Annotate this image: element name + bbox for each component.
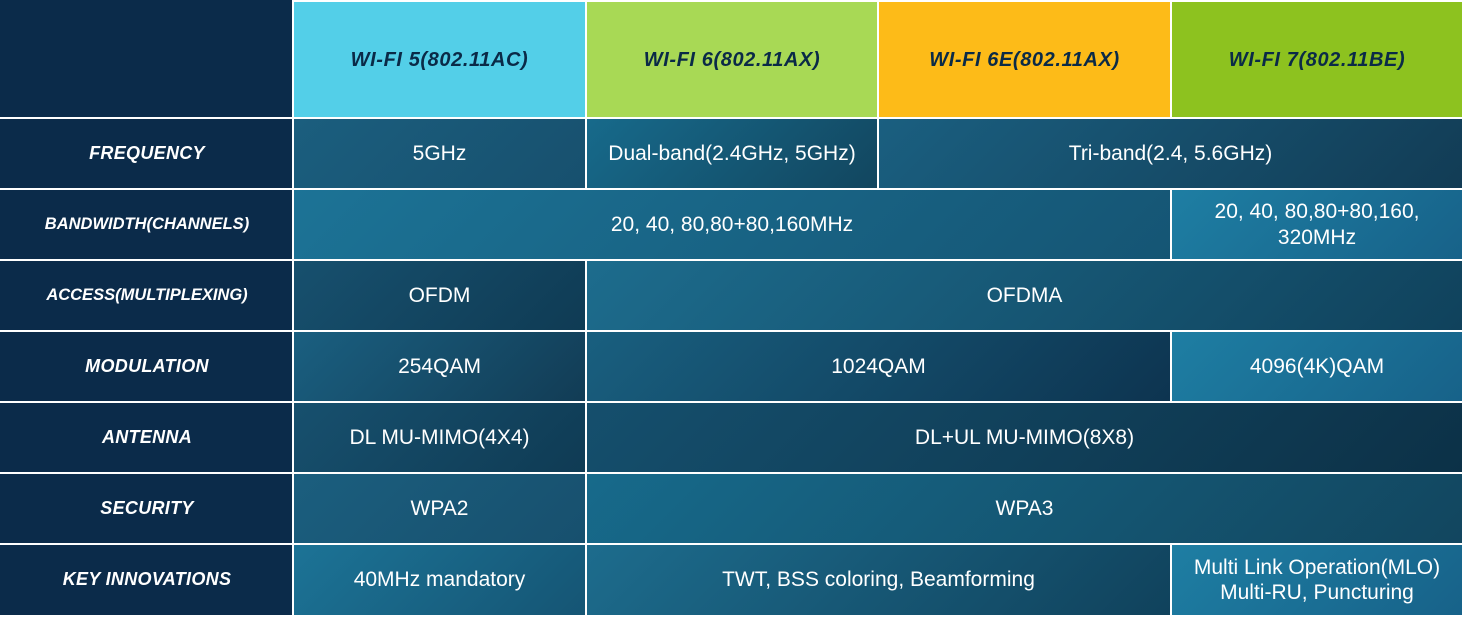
cell-antenna-wifi6-6e-7: DL+UL MU-MIMO(8X8) [586, 402, 1463, 473]
table-row-frequency [1, 118, 1463, 189]
table-row-antenna [1, 402, 1463, 473]
cell-innovations-wifi6-6e: TWT, BSS coloring, Beamforming [586, 544, 1171, 616]
row-label-access: ACCESS(MULTIPLEXING) [1, 260, 293, 331]
cell-bandwidth-wifi7: 20, 40, 80,80+80,160, 320MHz [1171, 189, 1463, 260]
cell-modulation-wifi7: 4096(4K)QAM [1171, 331, 1463, 402]
cell-antenna-wifi5: DL MU-MIMO(4X4) [293, 402, 586, 473]
table-corner-cell [1, 1, 293, 118]
cell-security-wifi5: WPA2 [293, 473, 586, 544]
cell-innovations-wifi7: Multi Link Operation(MLO) Multi-RU, Puncturing [1171, 544, 1463, 616]
cell-modulation-wifi5: 254QAM [293, 331, 586, 402]
table-row-modulation [1, 331, 1463, 402]
row-label-key-innovations: KEY INNOVATIONS [1, 544, 293, 616]
cell-frequency-wifi5: 5GHz [293, 118, 586, 189]
cell-security-wifi6-6e-7: WPA3 [586, 473, 1463, 544]
column-header-wifi7: WI-FI 7(802.11BE) [1171, 1, 1463, 118]
cell-modulation-wifi6-6e: 1024QAM [586, 331, 1171, 402]
cell-innovations-wifi5: 40MHz mandatory [293, 544, 586, 616]
cell-access-wifi5: OFDM [293, 260, 586, 331]
column-header-wifi6e: WI-FI 6E(802.11AX) [878, 1, 1171, 118]
cell-frequency-wifi6: Dual-band(2.4GHz, 5GHz) [586, 118, 878, 189]
table-row-key-innovations [1, 544, 1463, 616]
row-label-antenna: ANTENNA [1, 402, 293, 473]
cell-frequency-wifi6e-wifi7: Tri-band(2.4, 5.6GHz) [878, 118, 1463, 189]
table-row-bandwidth [1, 189, 1463, 260]
row-label-modulation: MODULATION [1, 331, 293, 402]
row-label-frequency: FREQUENCY [1, 118, 293, 189]
table-row-security [1, 473, 1463, 544]
row-label-bandwidth: BANDWIDTH(CHANNELS) [1, 189, 293, 260]
row-label-security: SECURITY [1, 473, 293, 544]
column-header-wifi5: WI-FI 5(802.11AC) [293, 1, 586, 118]
column-header-wifi6: WI-FI 6(802.11AX) [586, 1, 878, 118]
cell-access-wifi6-6e-7: OFDMA [586, 260, 1463, 331]
table-header-row [1, 1, 1463, 118]
cell-bandwidth-wifi5-6-6e: 20, 40, 80,80+80,160MHz [293, 189, 1171, 260]
table-row-access [1, 260, 1463, 331]
